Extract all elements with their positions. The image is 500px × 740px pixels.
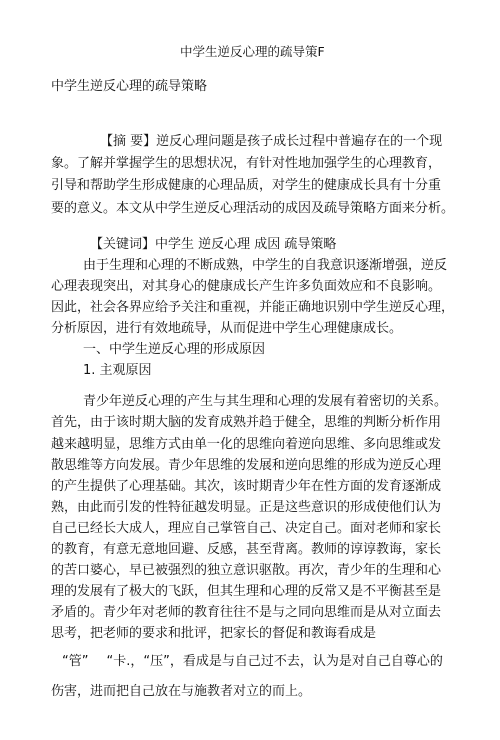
body-line: 矛盾的。青少年对老师的教育往往不是与之同向思维而是从对立面去 <box>51 605 442 620</box>
subsection-heading: 1. 主观原因 <box>83 363 152 378</box>
abstract-text: 逆反心理问题是孩子成长过程中普遍存在的一个现 <box>156 134 443 149</box>
body-line-last: 伤害，进而把自己放在与施教者对立的而上。 <box>51 684 312 699</box>
body-line: 熟，由此而引发的性特征越发明显。正是这些意识的形成使他们认为 <box>51 500 442 515</box>
abstract-line <box>100 133 442 151</box>
body-line: 越来越明显，思维方式由单一化的思维向着逆向思维、多向思维或发 <box>51 437 442 452</box>
document-subtitle: 中学生逆反心理的疏导策略 <box>51 79 208 94</box>
body-line: 思考，把老师的要求和批评，把家长的督促和教诲看成是 <box>51 626 377 641</box>
intro-line: 因此，社会各界应给予关注和重视，并能正确地识别中学生逆反心理， <box>51 300 455 315</box>
body-line: 的苦口婆心，早已被强烈的独立意识驱散。再次，青少年的生理和心 <box>51 563 442 578</box>
body-line: 首先，由于该时期大脑的发育成熟并趋于健全，思维的判断分析作用 <box>51 415 442 430</box>
body-line: 的教育，有意无意地回避、反感，甚至背离。教师的谆谆教诲，家长 <box>51 542 442 557</box>
abstract-line: 要的意义。本文从中学生逆反心理活动的成因及疏导策略方面来分析。 <box>51 201 455 216</box>
document-title: 中学生逆反心理的疏导策F <box>180 44 325 59</box>
abstract-label: 【摘 要】 <box>100 134 157 149</box>
body-line: 理的发展有了极大的飞跃，但其生理和心理的反常又是不平衡甚至是 <box>51 584 442 599</box>
intro-line: 分析原因，进行有效地疏导，从而促进中学生心理健康成长。 <box>51 321 403 336</box>
abstract-line: 引导和帮助学生形成健康的心理品质，对学生的健康成长具有十分重 <box>51 178 442 193</box>
section-heading: 一、中学生逆反心理的形成原因 <box>83 342 266 357</box>
quote-line <box>62 653 443 671</box>
abstract-line: 象。了解并掌握学生的思想状况，有针对性地加强学生的心理教育， <box>51 156 442 171</box>
keywords-line: 【关键词】中学生 逆反心理 成因 疏导策略 <box>90 237 337 252</box>
intro-line: 心理表现突出，对其身心的健康成长产生许多负面效应和不良影响。 <box>51 279 442 294</box>
body-line: 青少年逆反心理的产生与其生理和心理的发展有着密切的关系。 <box>83 394 448 409</box>
body-line: 散思维等方向发展。青少年思维的发展和逆向思维的形成为逆反心理 <box>51 458 442 473</box>
quote-ka: “卡.， <box>106 654 144 669</box>
body-line: 自己已经长大成人，理应自己掌管自己、决定自己。面对老师和家长 <box>51 521 442 536</box>
quote-guan: “管” <box>62 654 89 669</box>
intro-line: 由于生理和心理的不断成熟，中学生的自我意识逐渐增强，逆反 <box>83 258 448 273</box>
body-line: 的产生提供了心理基础。其次，该时期青少年在性方面的发育逐渐成 <box>51 479 442 494</box>
quote-rest: “压”，看成是与自己过不去，认为是对自己自尊心的 <box>143 654 443 669</box>
